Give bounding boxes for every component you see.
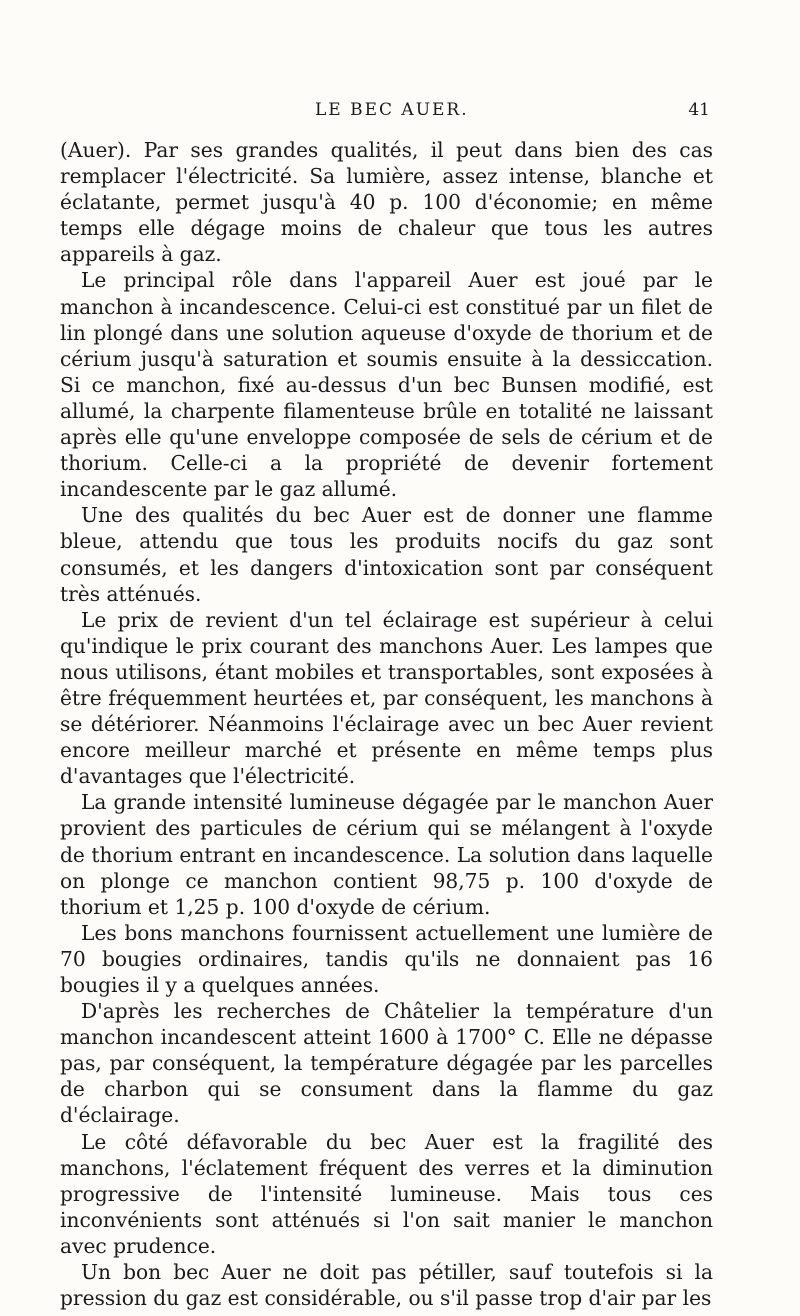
running-head bbox=[0, 100, 800, 130]
paragraph: Une des qualités du bec Auer est de donner une flamme bleue, attendu que tous les produits nocifs du gaz sont consumés, et les dangers d'intoxication sont par conséquent très atténués. bbox=[60, 503, 713, 606]
page-number: 41 bbox=[688, 100, 710, 120]
paragraph: Les bons manchons fournissent actuellement une lumière de 70 bougies ordinaires, tandis qu'ils ne donnaient pas 16 bougies il y a quelques années. bbox=[60, 920, 713, 997]
paragraph: Le prix de revient d'un tel éclairage est supérieur à celui qu'indique le prix courant des manchons Auer. Les lampes que nous utilisons, étant mobiles et transportables, sont exposées à être fréquemment heurtées et, par conséquent, les manchons à se détériorer. Néanmoins l'éclairage avec un bec Auer revient encore meilleur marché et présente en même temps plus d'avantages que l'électricité. bbox=[60, 607, 713, 789]
paragraph: D'après les recherches de Châtelier la température d'un manchon incandescent atteint 1600 à 1700° C. Elle ne dépasse pas, par conséquent, la température dégagée par les parcelles de charbon qui se consument dans la flamme du gaz d'éclairage. bbox=[60, 999, 713, 1128]
paragraph: La grande intensité lumineuse dégagée par le manchon Auer provient des particules de cérium qui se mélangent à l'oxyde de thorium entrant en incandescence. La solution dans laquelle on plonge ce manchon contient 98,75 p. 100 d'oxyde de thorium et 1,25 p. 100 d'oxyde de cérium. bbox=[60, 790, 713, 919]
paragraph: (Auer). Par ses grandes qualités, il peut dans bien des cas remplacer l'électricité. Sa lumière, assez intense, blanche et éclatante, permet jusqu'à 40 p. 100 d'économie; en même temps elle dégage moins de chaleur que tous les autres appareils à gaz. bbox=[60, 138, 713, 267]
paragraph: Le côté défavorable du bec Auer est la fragilité des manchons, l'éclatement fréquent des verres et la diminution progressive de l'intensité lumineuse. Mais tous ces inconvénients sont atténués si l'on sait manier le manchon avec prudence. bbox=[60, 1129, 713, 1258]
running-title: LE BEC AUER. bbox=[315, 100, 469, 120]
paragraph: Un bon bec Auer ne doit pas pétiller, sauf toutefois si la pression du gaz est considérable, ou s'il passe trop d'air par les bbox=[60, 1260, 713, 1311]
body-text bbox=[60, 137, 713, 1311]
paragraph: Le principal rôle dans l'appareil Auer est joué par le manchon à incandescence. Celui-ci est constitué par un filet de lin plongé dans une solution aqueuse d'oxyde de thorium et de cérium jusqu'à saturation et soumis ensuite à la dessiccation. Si ce manchon, fixé au-dessus d'un bec Bunsen modifié, est allumé, la charpente filamenteuse brûle en totalité ne laissant après elle qu'une enveloppe composée de sels de cérium et de thorium. Celle-ci a la propriété de devenir fortement incandescente par le gaz allumé. bbox=[60, 268, 713, 502]
